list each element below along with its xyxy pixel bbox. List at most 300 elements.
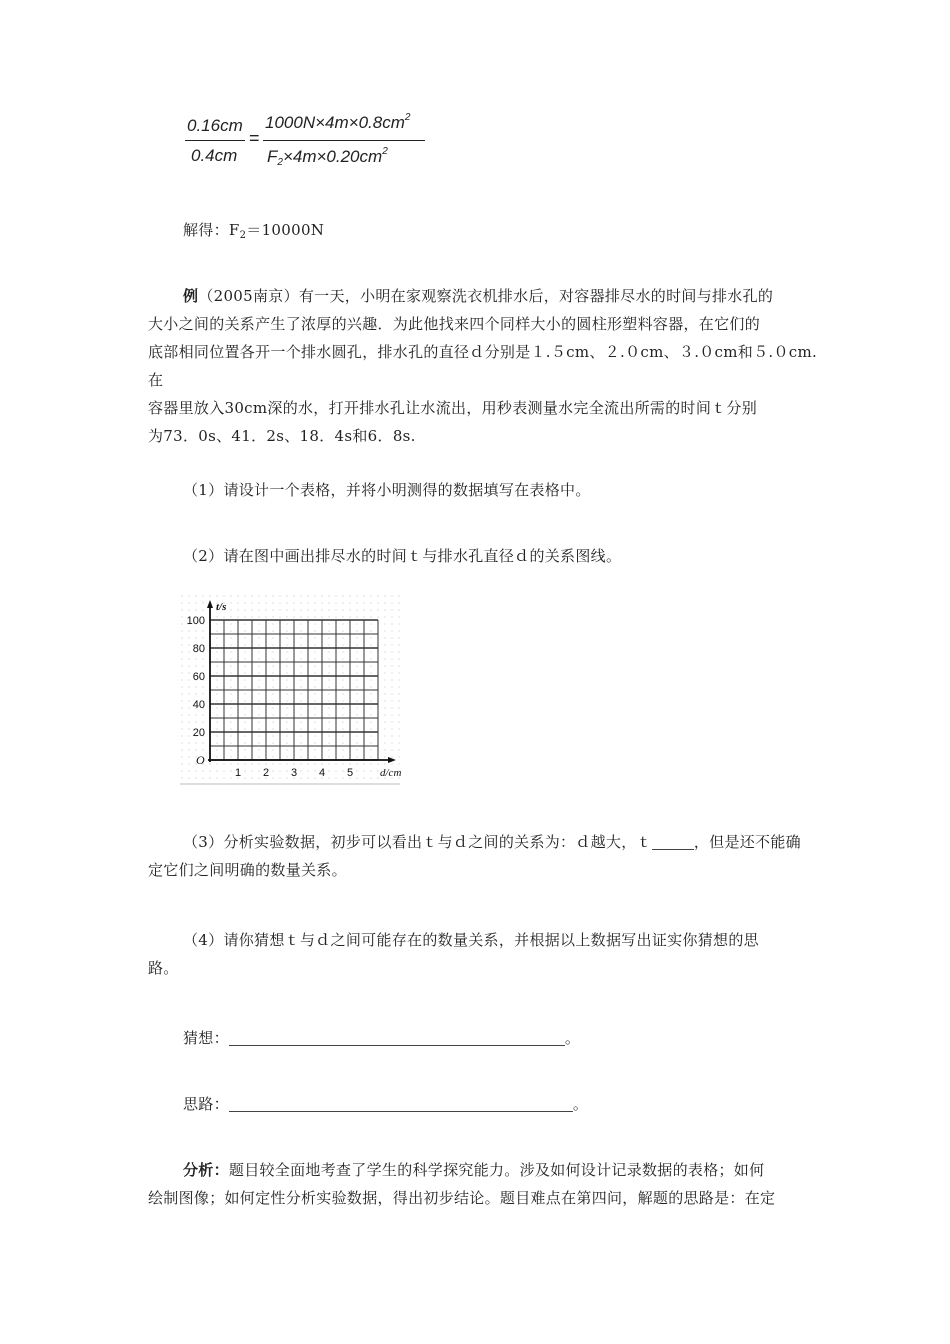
- bg-dot: [328, 749, 329, 750]
- bg-dot: [223, 595, 224, 596]
- bg-dot: [188, 707, 189, 708]
- bg-dot: [251, 602, 252, 603]
- bg-dot: [244, 616, 245, 617]
- bg-dot: [300, 595, 301, 596]
- bg-dot: [384, 609, 385, 610]
- bg-dot: [286, 623, 287, 624]
- bg-dot: [349, 602, 350, 603]
- bg-dot: [181, 637, 182, 638]
- bg-dot: [328, 658, 329, 659]
- bg-dot: [195, 742, 196, 743]
- bg-dot: [195, 665, 196, 666]
- rhs-denominator: $F_2\times 4m\times 0.20cm^2$: [267, 146, 388, 168]
- bg-dot: [258, 735, 259, 736]
- bg-dot: [314, 679, 315, 680]
- bg-dot: [216, 672, 217, 673]
- bg-dot: [195, 693, 196, 694]
- bg-dot: [349, 616, 350, 617]
- bg-dot: [370, 595, 371, 596]
- bg-dot: [237, 602, 238, 603]
- bg-dot: [181, 763, 182, 764]
- bg-dot: [335, 770, 336, 771]
- bg-dot: [370, 728, 371, 729]
- bg-dot: [258, 679, 259, 680]
- bg-dot: [244, 609, 245, 610]
- bg-dot: [384, 749, 385, 750]
- bg-dot: [391, 637, 392, 638]
- bg-dot: [391, 658, 392, 659]
- bg-dot: [181, 623, 182, 624]
- bg-dot: [188, 686, 189, 687]
- bg-dot: [314, 735, 315, 736]
- bg-dot: [398, 658, 399, 659]
- bg-dot: [230, 644, 231, 645]
- rhs-fraction-line: [263, 140, 425, 141]
- bg-dot: [272, 644, 273, 645]
- bg-dot: [244, 777, 245, 778]
- bg-dot: [342, 721, 343, 722]
- bg-dot: [314, 609, 315, 610]
- bg-dot: [398, 616, 399, 617]
- bg-dot: [370, 616, 371, 617]
- bg-dot: [384, 721, 385, 722]
- bg-dot: [216, 630, 217, 631]
- bg-dot: [314, 686, 315, 687]
- bg-dot: [377, 777, 378, 778]
- idea-answer-blank[interactable]: [229, 1095, 573, 1112]
- bg-dot: [181, 728, 182, 729]
- bg-dot: [391, 700, 392, 701]
- bg-dot: [195, 658, 196, 659]
- bg-dot: [342, 623, 343, 624]
- bg-dot: [195, 770, 196, 771]
- bg-dot: [328, 623, 329, 624]
- bg-dot: [391, 616, 392, 617]
- q3-answer-blank[interactable]: [652, 833, 694, 850]
- bg-dot: [202, 714, 203, 715]
- bg-dot: [244, 735, 245, 736]
- bg-dot: [279, 602, 280, 603]
- bg-dot: [279, 609, 280, 610]
- bg-dot: [391, 742, 392, 743]
- bg-dot: [300, 686, 301, 687]
- bg-dot: [258, 742, 259, 743]
- bg-dot: [391, 602, 392, 603]
- bg-dot: [370, 609, 371, 610]
- bg-dot: [300, 707, 301, 708]
- bg-dot: [244, 658, 245, 659]
- bg-dot: [181, 742, 182, 743]
- bg-dot: [286, 595, 287, 596]
- bg-dot: [286, 756, 287, 757]
- question-1: （1）请设计一个表格，并将小明测得的数据填写在表格中。: [183, 481, 591, 499]
- bg-dot: [370, 742, 371, 743]
- bg-dot: [279, 595, 280, 596]
- bg-dot: [398, 735, 399, 736]
- bg-dot: [342, 770, 343, 771]
- bg-dot: [300, 616, 301, 617]
- bg-dot: [272, 742, 273, 743]
- bg-dot: [188, 735, 189, 736]
- bg-dot: [286, 658, 287, 659]
- analysis-line-2: 绘制图像；如何定性分析实验数据，得出初步结论。题目难点在第四问，解题的思路是：在定: [148, 1189, 776, 1207]
- bg-dot: [202, 658, 203, 659]
- bg-dot: [286, 742, 287, 743]
- bg-dot: [321, 609, 322, 610]
- bg-dot: [370, 679, 371, 680]
- bg-dot: [377, 763, 378, 764]
- bg-dot: [356, 623, 357, 624]
- bg-dot: [202, 770, 203, 771]
- bg-dot: [314, 672, 315, 673]
- bg-dot: [188, 672, 189, 673]
- lhs-fraction-line: [185, 140, 245, 141]
- bg-dot: [230, 686, 231, 687]
- bg-dot: [286, 637, 287, 638]
- bg-dot: [398, 637, 399, 638]
- bg-dot: [195, 749, 196, 750]
- bg-dot: [258, 665, 259, 666]
- bg-dot: [384, 679, 385, 680]
- bg-dot: [328, 756, 329, 757]
- bg-dot: [251, 777, 252, 778]
- bg-dot: [328, 686, 329, 687]
- bg-dot: [314, 595, 315, 596]
- bg-dot: [286, 602, 287, 603]
- bg-dot: [328, 770, 329, 771]
- bg-dot: [181, 707, 182, 708]
- bg-dot: [377, 602, 378, 603]
- bg-dot: [286, 630, 287, 631]
- bg-dot: [356, 728, 357, 729]
- bg-dot: [384, 665, 385, 666]
- bg-dot: [384, 630, 385, 631]
- bg-dot: [391, 672, 392, 673]
- bg-dot: [286, 616, 287, 617]
- bg-dot: [230, 602, 231, 603]
- bg-dot: [328, 721, 329, 722]
- bg-dot: [300, 721, 301, 722]
- bg-dot: [230, 777, 231, 778]
- bg-dot: [356, 756, 357, 757]
- bg-dot: [209, 595, 210, 596]
- bg-dot: [356, 637, 357, 638]
- bg-dot: [202, 749, 203, 750]
- bg-dot: [272, 700, 273, 701]
- bg-dot: [314, 623, 315, 624]
- bg-dot: [188, 777, 189, 778]
- bg-dot: [328, 672, 329, 673]
- x-axis-label: d/cm: [380, 767, 402, 779]
- equals-sign: =: [249, 128, 260, 148]
- bg-dot: [328, 679, 329, 680]
- bg-dot: [272, 749, 273, 750]
- bg-dot: [328, 609, 329, 610]
- bg-dot: [216, 777, 217, 778]
- bg-dot: [384, 693, 385, 694]
- bg-dot: [216, 616, 217, 617]
- bg-dot: [188, 679, 189, 680]
- bg-dot: [356, 658, 357, 659]
- bg-dot: [286, 609, 287, 610]
- bg-dot: [265, 609, 266, 610]
- bg-dot: [230, 721, 231, 722]
- analysis-paragraph: [148, 1156, 818, 1212]
- bg-dot: [188, 602, 189, 603]
- bg-dot: [244, 749, 245, 750]
- y-tick-label: 60: [192, 671, 205, 683]
- bg-dot: [244, 700, 245, 701]
- bg-dot: [314, 777, 315, 778]
- bg-dot: [216, 658, 217, 659]
- bg-dot: [328, 742, 329, 743]
- bg-dot: [272, 777, 273, 778]
- bg-dot: [181, 679, 182, 680]
- bg-dot: [244, 686, 245, 687]
- bg-dot: [342, 714, 343, 715]
- bg-dot: [216, 637, 217, 638]
- bg-dot: [230, 658, 231, 659]
- bg-dot: [356, 721, 357, 722]
- bg-dot: [370, 693, 371, 694]
- bg-dot: [272, 665, 273, 666]
- bg-dot: [328, 630, 329, 631]
- bg-dot: [328, 777, 329, 778]
- y-tick-label: 80: [192, 643, 205, 655]
- bg-dot: [328, 651, 329, 652]
- solution-line: 解得：$F_2=10000N$: [183, 221, 325, 241]
- bg-dot: [244, 714, 245, 715]
- bg-dot: [230, 595, 231, 596]
- bg-dot: [398, 693, 399, 694]
- bg-dot: [258, 686, 259, 687]
- analysis-line-1: 分析：题目较全面地考查了学生的科学探究能力。涉及如何设计记录数据的表格；如何: [183, 1161, 765, 1179]
- bg-dot: [307, 595, 308, 596]
- bg-dot: [181, 616, 182, 617]
- bg-dot: [384, 637, 385, 638]
- bg-dot: [272, 623, 273, 624]
- bg-dot: [321, 595, 322, 596]
- bg-dot: [342, 686, 343, 687]
- bg-dot: [356, 665, 357, 666]
- example-line-2: 大小之间的关系产生了浓厚的兴趣．为此他找来四个同样大小的圆柱形塑料容器，在它们的: [148, 315, 761, 333]
- question-3: [148, 828, 818, 884]
- bg-dot: [391, 693, 392, 694]
- bg-dot: [370, 763, 371, 764]
- bg-dot: [321, 763, 322, 764]
- bg-dot: [356, 700, 357, 701]
- bg-dot: [384, 686, 385, 687]
- bg-dot: [370, 637, 371, 638]
- bg-dot: [286, 763, 287, 764]
- bg-dot: [230, 693, 231, 694]
- bg-dot: [258, 609, 259, 610]
- bg-dot: [195, 609, 196, 610]
- bg-dot: [230, 770, 231, 771]
- bg-dot: [258, 763, 259, 764]
- bg-dot: [384, 672, 385, 673]
- bg-dot: [209, 770, 210, 771]
- bg-dot: [230, 679, 231, 680]
- bg-dot: [363, 763, 364, 764]
- bg-dot: [293, 763, 294, 764]
- bg-dot: [398, 623, 399, 624]
- bg-dot: [244, 672, 245, 673]
- bg-dot: [202, 630, 203, 631]
- bg-dot: [272, 735, 273, 736]
- bg-dot: [188, 749, 189, 750]
- bg-dot: [209, 763, 210, 764]
- bg-dot: [251, 770, 252, 771]
- bg-dot: [363, 770, 364, 771]
- bg-dot: [188, 742, 189, 743]
- bg-dot: [286, 672, 287, 673]
- bg-dot: [328, 644, 329, 645]
- bg-dot: [258, 658, 259, 659]
- bg-dot: [314, 658, 315, 659]
- bg-dot: [342, 707, 343, 708]
- bg-dot: [230, 630, 231, 631]
- bg-dot: [342, 700, 343, 701]
- bg-dot: [335, 609, 336, 610]
- bg-dot: [314, 721, 315, 722]
- bg-dot: [202, 595, 203, 596]
- bg-dot: [384, 658, 385, 659]
- bg-dot: [293, 616, 294, 617]
- bg-dot: [391, 595, 392, 596]
- bg-dot: [181, 756, 182, 757]
- bg-dot: [286, 686, 287, 687]
- bg-dot: [314, 616, 315, 617]
- bg-dot: [258, 693, 259, 694]
- bg-dot: [195, 630, 196, 631]
- bg-dot: [251, 763, 252, 764]
- bg-dot: [370, 658, 371, 659]
- bg-dot: [286, 721, 287, 722]
- bg-dot: [272, 595, 273, 596]
- bg-dot: [384, 623, 385, 624]
- bg-dot: [300, 658, 301, 659]
- bg-dot: [384, 728, 385, 729]
- bg-dot: [293, 595, 294, 596]
- bg-dot: [391, 665, 392, 666]
- bg-dot: [328, 595, 329, 596]
- bg-dot: [244, 770, 245, 771]
- bg-dot: [195, 595, 196, 596]
- bg-dot: [244, 602, 245, 603]
- bg-dot: [244, 721, 245, 722]
- bg-dot: [272, 693, 273, 694]
- bg-dot: [279, 616, 280, 617]
- bg-dot: [356, 595, 357, 596]
- bg-dot: [342, 742, 343, 743]
- bg-dot: [342, 749, 343, 750]
- bg-dot: [363, 616, 364, 617]
- bg-dot: [188, 665, 189, 666]
- bg-dot: [279, 770, 280, 771]
- bg-dot: [181, 770, 182, 771]
- bg-dot: [356, 602, 357, 603]
- bg-dot: [216, 721, 217, 722]
- bg-dot: [370, 630, 371, 631]
- bg-dot: [258, 728, 259, 729]
- bg-dot: [258, 700, 259, 701]
- bg-dot: [244, 644, 245, 645]
- bg-dot: [342, 602, 343, 603]
- bg-dot: [300, 777, 301, 778]
- bg-dot: [216, 707, 217, 708]
- bg-dot: [391, 756, 392, 757]
- bg-dot: [258, 714, 259, 715]
- bg-dot: [202, 609, 203, 610]
- bg-dot: [363, 777, 364, 778]
- bg-dot: [349, 763, 350, 764]
- bg-dot: [216, 735, 217, 736]
- question-2: （2）请在图中画出排尽水的时间ｔ与排水孔直径ｄ的关系图线。: [183, 547, 622, 565]
- bg-dot: [272, 686, 273, 687]
- guess-answer-blank[interactable]: [229, 1029, 565, 1046]
- bg-dot: [370, 686, 371, 687]
- bg-dot: [300, 714, 301, 715]
- bg-dot: [216, 644, 217, 645]
- bg-dot: [265, 616, 266, 617]
- bg-dot: [230, 749, 231, 750]
- bg-dot: [300, 749, 301, 750]
- bg-dot: [391, 714, 392, 715]
- bg-dot: [244, 742, 245, 743]
- example-line-3: 底部相同位置各开一个排水圆孔，排水孔的直径ｄ分别是１.５cm、２.０cm、３.０cm和５.０cm.在: [148, 343, 818, 389]
- bg-dot: [349, 595, 350, 596]
- bg-dot: [307, 763, 308, 764]
- bg-dot: [188, 637, 189, 638]
- bg-dot: [398, 728, 399, 729]
- bg-dot: [181, 686, 182, 687]
- bg-dot: [258, 777, 259, 778]
- bg-dot: [188, 763, 189, 764]
- bg-dot: [314, 651, 315, 652]
- bg-dot: [300, 763, 301, 764]
- bg-dot: [258, 623, 259, 624]
- bg-dot: [244, 637, 245, 638]
- bg-dot: [258, 672, 259, 673]
- bg-dot: [398, 742, 399, 743]
- x-tick-label: 3: [290, 767, 298, 779]
- bg-dot: [300, 742, 301, 743]
- bg-dot: [272, 609, 273, 610]
- bg-dot: [300, 693, 301, 694]
- bg-dot: [258, 756, 259, 757]
- bg-dot: [195, 721, 196, 722]
- bg-dot: [314, 728, 315, 729]
- bg-dot: [370, 735, 371, 736]
- analysis-label: 分析：: [183, 1161, 229, 1179]
- bg-dot: [265, 595, 266, 596]
- bg-dot: [286, 777, 287, 778]
- bg-dot: [356, 679, 357, 680]
- bg-dot: [328, 616, 329, 617]
- bg-dot: [307, 609, 308, 610]
- bg-dot: [300, 770, 301, 771]
- question-3-line-1: （3）分析实验数据，初步可以看出ｔ与ｄ之间的关系为：ｄ越大，ｔ ，但是还不能确: [183, 833, 801, 851]
- bg-dot: [307, 602, 308, 603]
- bg-dot: [216, 756, 217, 757]
- bg-dot: [356, 686, 357, 687]
- bg-dot: [363, 595, 364, 596]
- bg-dot: [237, 616, 238, 617]
- bg-dot: [272, 679, 273, 680]
- bg-dot: [188, 651, 189, 652]
- idea-line: 思路： 。: [183, 1095, 589, 1113]
